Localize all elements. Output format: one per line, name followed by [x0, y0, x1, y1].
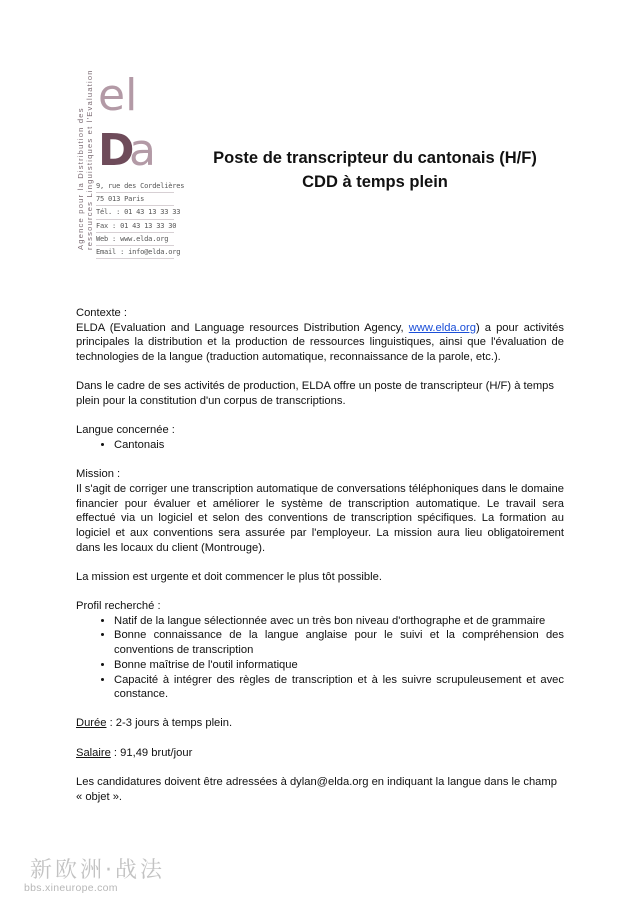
profil-list — [76, 614, 564, 702]
elda-link[interactable]: www.elda.org — [408, 321, 476, 334]
address-fax: Fax : 01 43 13 33 30 — [96, 220, 174, 233]
profil-item: • Natif de la langue sélectionnée avec un très bon niveau d'orthographe et de grammaire — [114, 614, 564, 629]
address-street: 9, rue des Cordelières — [96, 180, 174, 193]
contexte-paragraph-2: Dans le cadre de ses activités de production, ELDA offre un poste de transcripteur (H/F) à temps plein pour la constitution d'un corpus de transcriptions. — [76, 380, 554, 408]
duree-line — [76, 716, 564, 731]
logo-a: a — [129, 125, 156, 176]
page-subtitle: CDD à temps plein — [302, 173, 448, 191]
contexte-paragraph — [76, 321, 564, 365]
profil-item: • Capacité à intégrer des règles de transcription et à les suivre scrupuleusement et avec constance. — [114, 673, 564, 702]
mission-heading: Mission : — [76, 468, 121, 481]
profil-heading: Profil recherché : — [76, 600, 161, 613]
address-tel: Tél. : 01 43 13 33 33 — [96, 206, 174, 219]
salaire-value: : 91,49 brut/jour — [110, 746, 193, 759]
address-email[interactable]: Email : info@elda.org — [96, 246, 174, 259]
address-web[interactable]: Web : www.elda.org — [96, 233, 174, 246]
salaire-line — [76, 746, 564, 761]
profil-item: • Bonne maîtrise de l'outil informatique — [114, 658, 564, 673]
contexte-heading: Contexte : — [76, 307, 127, 319]
watermark-url: bbs.xineurope.com — [24, 882, 118, 894]
langue-list — [76, 438, 564, 453]
page-title: Poste de transcripteur du cantonais (H/F) — [213, 149, 537, 167]
candidatures-text: Les candidatures doivent être adressées à dylan@elda.org en indiquant la langue dans le champ « objet ». — [76, 775, 557, 803]
mission-urgent: La mission est urgente et doit commencer le plus tôt possible. — [76, 570, 382, 583]
langue-heading: Langue concernée : — [76, 424, 175, 437]
address-city: 75 013 Paris — [96, 193, 174, 206]
profil-item: • Bonne connaissance de la langue anglaise pour le suivi et la compréhension des conventions de transcription — [114, 628, 564, 657]
logo-da: D — [98, 125, 135, 176]
contexte-text-a: ELDA (Evaluation and Language resources Distribution Agency, — [76, 321, 409, 334]
duree-value: : 2-3 jours à temps plein. — [106, 717, 233, 730]
watermark-title: 新欧洲·战法 — [30, 858, 165, 883]
duree-label: Durée — [76, 717, 107, 730]
agency-tagline-1: Agence pour la Distribution des — [76, 107, 85, 250]
address-block — [96, 180, 185, 259]
contexte-text-b: ) a pour activités principales la distribution et la production de ressources linguistiques, ainsi que l'évaluation de technologies de la langue (traduction automatique, reconnaissance de la parole, etc.). — [76, 321, 564, 364]
agency-tagline-2: ressources Linguistiques et l'Evaluation — [85, 69, 94, 250]
langue-item: • Cantonais — [114, 438, 564, 453]
mission-text: Il s'agit de corriger une transcription automatique de conversations téléphoniques dans le domaine financier pour évaluer et améliorer le système de transcription automatique. Le travail sera effectué via un logiciel et selon des conventions de transcription spécifiques. La formation au logiciel et aux conventions sera assurée par l'employeur. La mission aura lieu obligatoirement dans les locaux du client (Montrouge). — [76, 482, 564, 554]
salaire-label: Salaire — [76, 746, 111, 759]
job-description — [76, 306, 564, 804]
logo-el: el — [98, 70, 138, 121]
